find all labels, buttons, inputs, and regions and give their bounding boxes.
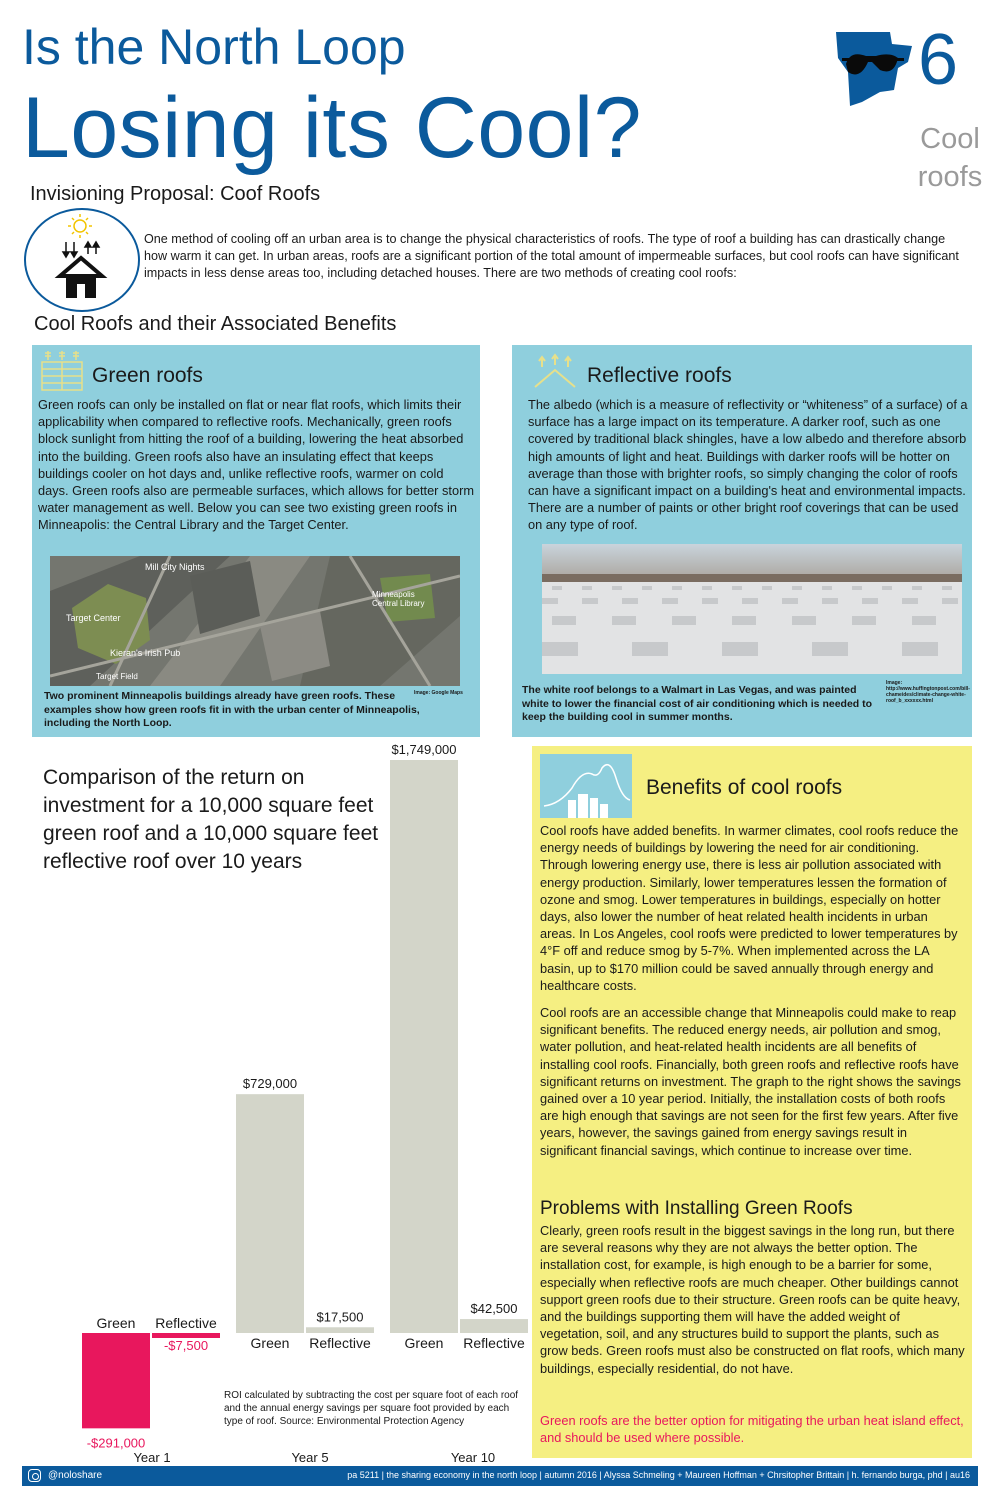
chart-note: ROI calculated by subtracting the cost per square foot of each roof and the annual energy savings per square foot provided by each type of roof. Source: Environmental Protection Agency — [224, 1390, 519, 1427]
instagram-icon — [28, 1469, 41, 1482]
benefits-heading: Cool Roofs and their Associated Benefits — [34, 313, 397, 335]
green-roofs-image-credit: Image: Google Maps — [414, 690, 463, 696]
green-roofs-text: Green roofs can only be installed on flat or near flat roofs, which limits their applicability when compared to reflective roofs. Mechanically, green roofs block sunlight from hitting the roof of a building, lowering the heat absorbed into the building. Green roofs also have an insulating effect that keeps buildings cooler on hot days and, unlike reflective roofs, warmer on cold days. Green roofs also are permeable surfaces, which allows for better storm water management as well. Below you can see two existing green roofs in Minneapolis: the Central Library and the Target Center. — [38, 397, 474, 533]
title-line-1: Is the North Loop — [22, 19, 406, 75]
problems-title: Problems with Installing Green Roofs — [540, 1198, 853, 1219]
bar-value-label: -$291,000 — [86, 1435, 146, 1451]
bar-green-year-1 — [82, 1333, 150, 1428]
reflective-roofs-image-credit: Image: http://www.huffingtonpost.com/bill-chameides/climate-change-white-roof_b_xxxxxx.html — [886, 680, 970, 704]
bar-value-label: $42,500 — [470, 1301, 518, 1317]
bar-series-label: Reflective — [155, 1315, 217, 1331]
bar-green-year-10 — [390, 760, 458, 1333]
benefits-paragraph-1: Cool roofs have added benefits. In warmer climates, cool roofs reduce the energy needs of buildings by lowering the need for air conditioning. Through lowering energy use, there is less air pollution associated with energy production. Similarly, lower temperatures lessen the formation of ozone and smog. Lower temperatures in buildings, especially on hotter days, also lower the number of heat related health incidents in urban areas. In Los Angeles, cool roofs were predicted to lower temperatures by 4°F off and reduce smog by 5-7%. When implemented across the LA basin, up to $170 million could be saved annually through energy and healthcare costs. — [540, 823, 959, 993]
section-number: 6 — [918, 20, 959, 100]
city-heat-icon — [540, 754, 632, 818]
chart-title: Comparison of the return on investment for a 10,000 square feet green roof and a 10,000 square feet reflective roof over 10 years — [43, 766, 379, 873]
x-tick-label: Year 5 — [291, 1450, 329, 1465]
bar-green-year-5 — [236, 1094, 304, 1333]
bar-reflective-year-5 — [306, 1327, 374, 1333]
problems-text: Clearly, green roofs result in the biggest savings in the long run, but there are several reasons why they are not always the better option. The installation cost, for example, is high enough to be a barrier for some, especially when reflective roofs are much cheaper. Other buildings cannot support green roofs due to their structure. Green roofs can be quite heavy, and the buildings supporting them will have the added weight of vegetation, soil, and any structures build to support the plants, such as grow beds. Green roofs must also be constructed on flat roofs, which many buildings, especially residential, do not have. — [540, 1223, 965, 1376]
reflective-roofs-panel — [512, 345, 972, 737]
reflective-roofs-title: Reflective roofs — [587, 364, 732, 387]
bar-value-label: $17,500 — [316, 1309, 364, 1325]
benefits-panel — [532, 746, 972, 1458]
reflective-roof-icon — [532, 353, 578, 389]
benefits-title: Benefits of cool roofs — [646, 776, 843, 799]
bar-series-label: Reflective — [309, 1335, 371, 1351]
map-label: Minneapolis Central Library — [372, 590, 425, 608]
green-roofs-caption: Two prominent Minneapolis buildings already have green roofs. These examples show how green roofs fit in with the urban center of Minneapolis, including the North Loop. — [44, 690, 420, 729]
reflective-roofs-caption: The white roof belongs to a Walmart in Las Vegas, and was painted white to lower the financial cost of air conditioning which is needed to keep the building cool in summer months. — [522, 684, 873, 723]
bar-reflective-year-10 — [460, 1319, 528, 1333]
conclusion-text: Green roofs are the better option for mitigating the urban heat island effect, and should be used where possible. — [540, 1413, 964, 1446]
reflective-roof-image — [542, 544, 962, 674]
intro-text: One method of cooling off an urban area is to change the physical characteristics of roofs. The type of roof a building has can drastically change how warm it can get. In urban areas, roofs are a significant portion of the total amount of impermeable surfaces, but cool roofs can have significant impacts in less dense areas too, including detached houses. There are two methods of creating cool roofs: — [144, 232, 959, 280]
bar-series-label: Green — [250, 1335, 290, 1351]
bar-series-label: Green — [96, 1315, 136, 1331]
map-label: Mill City Nights — [145, 562, 205, 572]
bar-value-label: -$7,500 — [163, 1338, 209, 1353]
bar-value-label: $1,749,000 — [391, 742, 457, 757]
proposal-subtitle: Invisioning Proposal: Coof Roofs — [30, 183, 321, 205]
bar-value-label: $729,000 — [242, 1076, 298, 1092]
benefits-paragraph-2: Cool roofs are an accessible change that Minneapolis could make to reap significant benefits. The reduced energy needs, air pollution and smog, water pollution, and heat-related health incidents are all benefits of installing cool roofs. Financially, both green roofs and reflective roofs have significant returns on investment. The graph to the right shows the savings gained over a 10 year period. Initially, the installation costs of both roofs are high enough that savings are not seen for the first few years. After five years, however, the savings gained from energy savings result in significant financial savings, which continue to increase over time. — [540, 1005, 961, 1158]
social-handle[interactable]: @noloshare — [48, 1470, 103, 1481]
x-tick-label: Year 1 — [133, 1450, 171, 1465]
minnesota-sunglasses-icon — [832, 28, 920, 110]
bar-series-label: Reflective — [463, 1335, 525, 1351]
footer-credits: pa 5211 | the sharing economy in the north loop | autumn 2016 | Alyssa Schmeling + Maureen Hoffman + Chrsitopher Brittain | h. fernando burga, phd | au16 — [347, 1470, 970, 1480]
title-line-2: Losing its Cool? — [22, 80, 642, 176]
map-label: Target Field — [96, 672, 138, 681]
green-roofs-title: Green roofs — [92, 364, 203, 387]
reflective-roofs-text: The albedo (which is a measure of reflectivity or “whiteness” of a surface) of a surface has a large impact on its temperature. A darker roof, such as one covered by traditional black shingles, have a low albedo and therefore absorb high amounts of light and heat. Buildings with darker roofs will be hotter on average than those with brighter roofs, so simply changing the color of roofs can have a significant impact on a building's heat and environmental impacts. There are a number of paints or other bright roof coverings that can be used on any type of roof. — [528, 397, 968, 533]
map-label: Kieran's Irish Pub — [110, 648, 181, 658]
section-label: Cool roofs — [917, 123, 983, 193]
x-tick-label: Year 10 — [450, 1450, 496, 1465]
bar-series-label: Green — [404, 1335, 444, 1351]
footer-bar — [22, 1466, 978, 1486]
map-label: Target Center — [66, 613, 121, 623]
